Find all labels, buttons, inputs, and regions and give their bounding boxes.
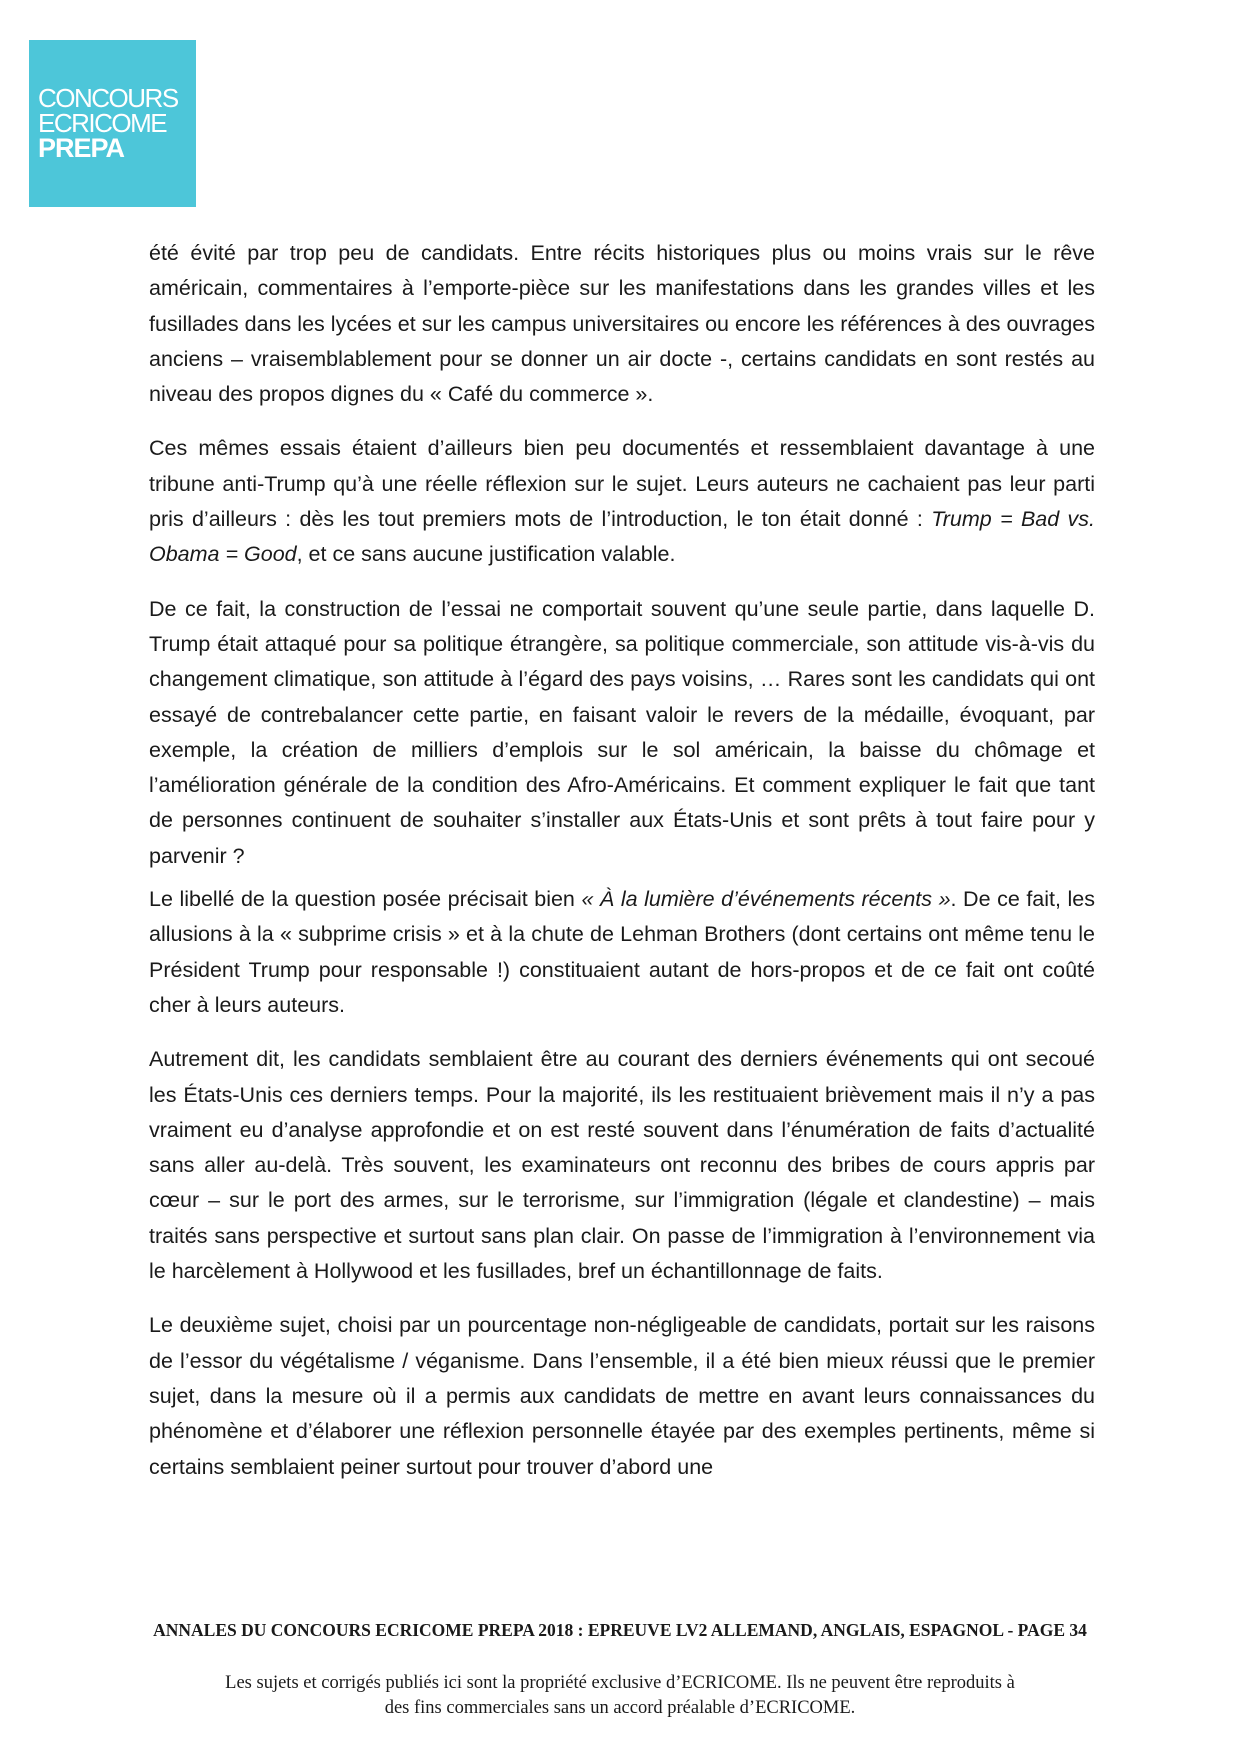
paragraph-1: été évité par trop peu de candidats. Entre récits historiques plus ou moins vrais sur le rêve américain, commentaires à l’emporte-pièce sur les manifestations dans les grandes villes et les fusillades dans les lycées et sur les campus universitaires ou encore les références à des ouvrages anciens – vraisemblablement pour se donner un air docte -, certains candidats en sont restés au niveau des propos dignes du « Café du commerce ». — [149, 241, 1095, 407]
paragraph-4-end: . De ce fait, les allusions à la « subprime crisis » et à la chute de Lehman Brothers (dont certains ont même tenu le Président Trump pour responsable !) constituaient autant de hors-propos et de ce fait ont coûté cher à leurs auteurs. — [149, 887, 1095, 1017]
logo-line-ecricome: ECRICOME — [38, 108, 167, 138]
paragraph-2-italic: Trump = Bad vs. Obama = Good — [149, 507, 1096, 567]
footer-note — [160, 1671, 1080, 1721]
paragraph-2-start: Ces mêmes essais étaient d’ailleurs bien peu documentés et ressemblaient davantage à une tribune anti-Trump qu’à une réelle réflexion sur le sujet. Leurs auteurs ne cachaient pas leur parti pris d’ailleurs : dès les tout premiers mots de l’introduction, le ton était donné : — [149, 436, 1095, 532]
footer-note-line-1: Les sujets et corrigés publiés ici sont la propriété exclusive d’ECRICOME. Ils ne peuvent être reproduits à — [225, 1673, 1015, 1693]
footer-title: ANNALES DU CONCOURS ECRICOME PREPA 2018 : EPREUVE LV2 ALLEMAND, ANGLAIS, ESPAGNOL - PAGE 34 — [153, 1620, 1087, 1640]
ecricome-logo — [29, 40, 196, 207]
paragraph-3: De ce fait, la construction de l’essai ne comportait souvent qu’une seule partie, dans laquelle D. Trump était attaqué pour sa politique étrangère, sa politique commerciale, son attitude vis-à-vis du changement climatique, son attitude à l’égard des pays voisins, … Rares sont les candidats qui ont essayé de contrebalancer cette partie, en faisant valoir le revers de la médaille, évoquant, par exemple, la création de milliers d’emplois sur le sol américain, la baisse du chômage et l’amélioration générale de la condition des Afro-Américains. Et comment expliquer le fait que tant de personnes continuent de souhaiter s’installer aux États-Unis et sont prêts à tout faire pour y parvenir ? — [149, 596, 1095, 868]
paragraph-2-end: , et ce sans aucune justification valable. — [296, 542, 676, 567]
paragraph-5: Autrement dit, les candidats semblaient être au courant des derniers événements qui ont secoué les États-Unis ces derniers temps. Pour la majorité, ils les restituaient brièvement mais il n’y a pas vraiment eu d’analyse approfondie et on est resté souvent dans l’énumération de faits d’actualité sans aller au-delà. Très souvent, les examinateurs ont reconnu des bribes de cours appris par cœur – sur le port des armes, sur le terrorisme, sur l’immigration (légale et clandestine) – mais traités sans perspective et surtout sans plan clair. On passe de l’immigration à l’environnement via le harcèlement à Hollywood et les fusillades, bref un échantillonnage de faits. — [149, 1047, 1095, 1284]
paragraph-2 — [149, 431, 1095, 572]
footer-note-line-2: des fins commerciales sans un accord préalable d’ECRICOME. — [384, 1698, 856, 1718]
paragraph-4 — [149, 882, 1095, 1023]
logo-line-prepa: PREPA — [38, 133, 125, 163]
paragraph-6: Le deuxième sujet, choisi par un pourcentage non-négligeable de candidats, portait sur les raisons de l’essor du végétalisme / véganisme. Dans l’ensemble, il a été bien mieux réussi que le premier sujet, dans la mesure où il a permis aux candidats de mettre en avant leurs connaissances du phénomène et d’élaborer une réflexion personnelle étayée par des exemples pertinents, même si certains semblaient peiner surtout pour trouver d’abord une — [149, 1313, 1095, 1479]
paragraph-4-italic: « À la lumière d’événements récents » — [581, 887, 951, 912]
logo-line-concours: CONCOURS — [38, 83, 178, 113]
body-text — [149, 236, 1095, 1504]
paragraph-4-start: Le libellé de la question posée précisait bien — [149, 887, 582, 912]
